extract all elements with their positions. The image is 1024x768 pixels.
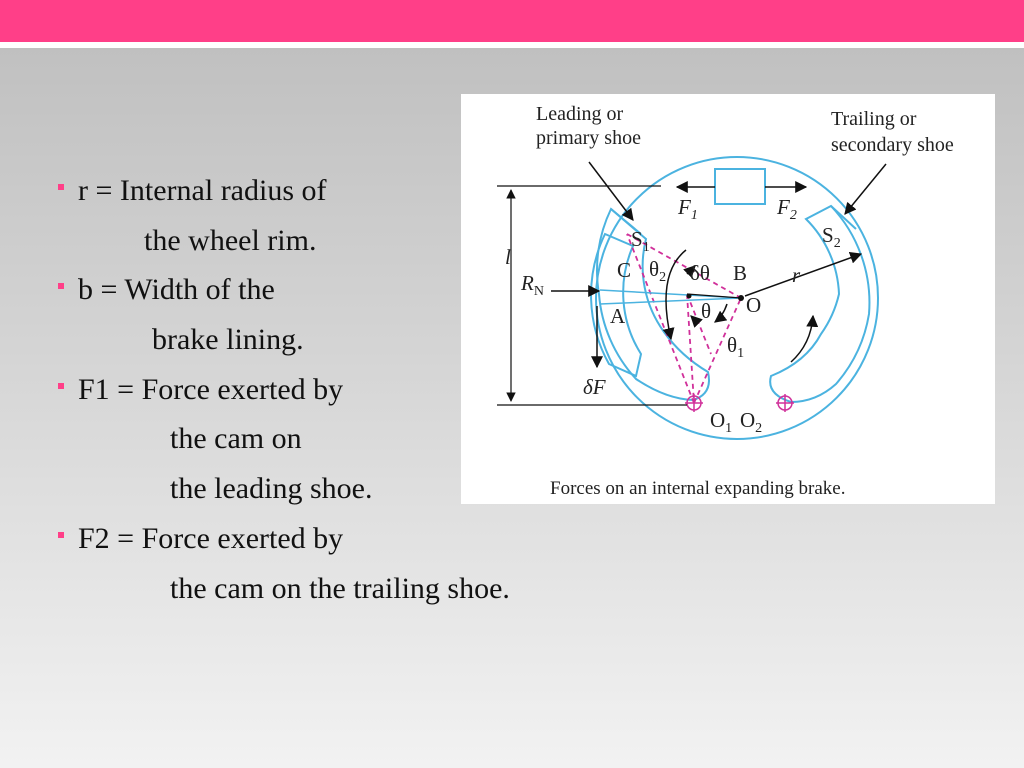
label-a: A [610,304,626,328]
label-c: C [617,258,632,282]
bullet-marker [58,383,64,389]
bullet-marker [58,283,64,289]
bullet-marker [58,532,64,538]
bullet-text: F1 = Force exerted by [78,372,344,406]
bullet-text: brake lining. [152,323,304,357]
label-leading-2: primary shoe [536,127,641,149]
label-r: r [792,263,801,287]
center-point-o [738,295,744,301]
trailing-shoe [770,206,869,402]
top-divider [0,42,1024,48]
bullet-text: the cam on the trailing shoe. [170,571,510,605]
bullet-text: the leading shoe. [170,472,373,506]
label-dtheta: δθ [690,261,710,285]
label-f1: $F_1$ [678,195,698,223]
theta-arc-arrow [715,304,727,322]
bullet-text: r = Internal radius of [78,174,327,207]
bullet-text: b = Width of the [78,273,275,307]
radius-r-arrow [745,254,861,296]
rotation-arrow [791,316,813,362]
label-o: O [746,293,762,317]
label-theta2: $\theta_2$ [649,257,667,285]
label-f2: $F_2$ [777,195,797,223]
trailing-leader-arrow [845,164,886,214]
label-df: δF [583,375,606,399]
bullet-marker [58,184,64,190]
label-trailing-1: Trailing or [831,108,917,130]
label-theta1: $\theta_1$ [727,333,745,361]
label-o1: $O_1$ [710,408,733,436]
label-rn: $R_N$ [521,271,544,299]
label-o2: $O_2$ [740,408,763,436]
dashed-construction-lines [627,234,741,403]
label-s1: $S_1$ [631,227,650,255]
bullet-text: the wheel rim. [144,223,317,257]
cam-rectangle [715,169,765,204]
theta-arrow [691,316,697,322]
label-trailing-2: secondary shoe [831,134,954,156]
figure-caption: Forces on an internal expanding brake. [550,478,846,499]
point-b [687,294,692,299]
top-accent-bar [0,0,1024,42]
bullet-text: the cam on [170,422,302,456]
label-b: B [733,261,748,285]
bullet-text: F2 = Force exerted by [78,521,344,555]
brake-diagram-figure [461,94,995,504]
brake-diagram [461,94,995,504]
label-s2: $S_2$ [822,223,841,251]
label-l: l [505,245,511,269]
label-theta: θ [701,299,712,323]
label-leading-1: Leading or [536,103,624,125]
